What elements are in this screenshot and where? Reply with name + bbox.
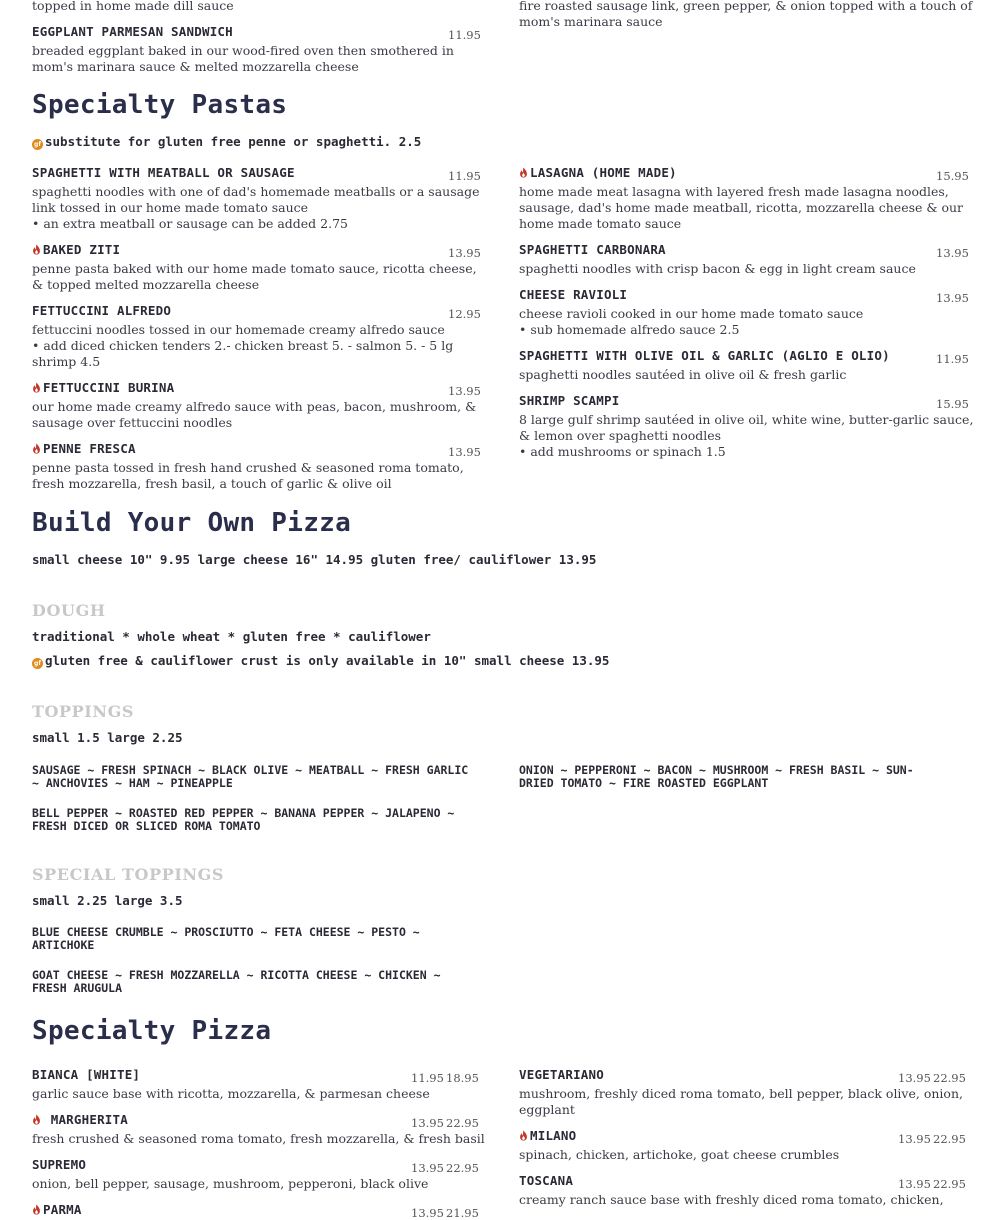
- special-toppings-list: GOAT CHEESE ~ FRESH MOZZARELLA ~ RICOTTA CHEESE ~ CHICKEN ~ FRESH ARUGULA: [32, 968, 441, 995]
- dough-heading: DOUGH: [32, 601, 106, 620]
- menu-item-price-small: 13.95: [898, 1071, 931, 1085]
- section-title-specialty-pizza: Specialty Pizza: [32, 1016, 272, 1046]
- fire-icon: [519, 1129, 528, 1140]
- menu-item-name-text: SHRIMP SCAMPI: [519, 393, 620, 408]
- cut-off-description: topped in home made dill sauce: [32, 0, 234, 13]
- menu-item-name: [32, 1202, 82, 1217]
- menu-item-name-text: CHEESE RAVIOLI: [519, 287, 628, 302]
- menu-item-name: [519, 348, 890, 363]
- menu-item-name: [32, 380, 174, 395]
- menu-item-description: home made tomato sauce: [519, 216, 682, 231]
- menu-item-description: home made meat lasagna with layered fresh made lasagna noodles,: [519, 184, 949, 199]
- menu-item-name: EGGPLANT PARMESAN SANDWICH: [32, 24, 233, 39]
- gluten-free-icon: gf: [32, 139, 43, 150]
- menu-item-name: [32, 242, 120, 257]
- menu-item-name-text: SPAGHETTI CARBONARA: [519, 242, 666, 257]
- menu-item-name: [519, 242, 666, 257]
- toppings-heading: TOPPINGS: [32, 702, 135, 721]
- menu-item-description: creamy ranch sauce base with freshly diced roma tomato, chicken,: [519, 1192, 944, 1207]
- menu-item-name: [519, 165, 677, 180]
- menu-item-name-text: PARMA: [43, 1202, 82, 1217]
- menu-item-price: 13.95: [936, 291, 969, 305]
- menu-item-description: spaghetti noodles sautéed in olive oil & fresh garlic: [519, 367, 847, 382]
- menu-item-name: [32, 165, 295, 180]
- special-toppings-heading: SPECIAL TOPPINGS: [32, 865, 225, 884]
- menu-item-price-large: 22.95: [446, 1161, 479, 1175]
- menu-item-price: 13.95: [936, 246, 969, 260]
- special-toppings-price: small 2.25 large 3.5: [32, 893, 183, 908]
- menu-item-name-text: FETTUCCINI ALFREDO: [32, 303, 172, 318]
- menu-item-description: penne pasta tossed in fresh hand crushed & seasoned roma tomato,: [32, 460, 464, 475]
- menu-item-description: spaghetti noodles with one of dad's homemade meatballs or a sausage: [32, 184, 480, 199]
- menu-item-description: shrimp 4.5: [32, 354, 101, 369]
- menu-item-description: sausage over fettuccini noodles: [32, 415, 233, 430]
- menu-item-description: • an extra meatball or sausage can be added 2.75: [32, 216, 348, 231]
- menu-item-name: [32, 1157, 86, 1172]
- menu-item-price-small: 13.95: [898, 1132, 931, 1146]
- menu-item-price-small: 13.95: [411, 1161, 444, 1175]
- menu-item-description: fettuccini noodles tossed in our homemade creamy alfredo sauce: [32, 322, 445, 337]
- menu-item-description: cheese ravioli cooked in our home made tomato sauce: [519, 306, 864, 321]
- special-toppings-list: BLUE CHEESE CRUMBLE ~ PROSCIUTTO ~ FETA CHEESE ~ PESTO ~ ARTICHOKE: [32, 925, 420, 952]
- toppings-price: small 1.5 large 2.25: [32, 730, 183, 745]
- menu-item-price-small: 13.95: [411, 1206, 444, 1220]
- menu-item-name-text: SPAGHETTI WITH MEATBALL OR SAUSAGE: [32, 165, 295, 180]
- toppings-list: BELL PEPPER ~ ROASTED RED PEPPER ~ BANANA PEPPER ~ JALAPENO ~ FRESH DICED OR SLICED ROMA TOMATO: [32, 806, 455, 833]
- menu-item-description: 8 large gulf shrimp sautéed in olive oil, white wine, butter-garlic sauce,: [519, 412, 974, 427]
- menu-item-price: 13.95: [448, 384, 481, 398]
- menu-item-name: [32, 303, 171, 318]
- menu-item-price: 13.95: [448, 445, 481, 459]
- toppings-list: ONION ~ PEPPERONI ~ BACON ~ MUSHROOM ~ FRESH BASIL ~ SUN-DRIED TOMATO ~ FIRE ROASTED EGGPLANT: [519, 763, 914, 790]
- menu-item-name: [519, 1128, 576, 1143]
- section-title-build-your-own-pizza: Build Your Own Pizza: [32, 508, 352, 538]
- menu-item-name: [32, 1112, 128, 1127]
- menu-item-price: 11.95: [448, 169, 481, 183]
- menu-item-description: & topped melted mozzarella cheese: [32, 277, 260, 292]
- menu-item-description: • add diced chicken tenders 2.- chicken breast 5. - salmon 5. - 5 lg: [32, 338, 454, 353]
- pizza-sizes: small cheese 10" 9.95 large cheese 16" 14.95 gluten free/ cauliflower 13.95: [32, 552, 597, 567]
- menu-item-price-small: 13.95: [898, 1177, 931, 1191]
- menu-item-name-text: MILANO: [530, 1128, 577, 1143]
- menu-item-price: 13.95: [448, 246, 481, 260]
- dough-options: traditional * whole wheat * gluten free * cauliflower: [32, 629, 431, 644]
- gluten-free-note-text: substitute for gluten free penne or spaghetti. 2.5: [45, 134, 422, 149]
- menu-item-price-large: 22.95: [933, 1177, 966, 1191]
- menu-item-name: [519, 1067, 604, 1082]
- menu-item-name-text: LASAGNA (HOME MADE): [530, 165, 677, 180]
- menu-item-price: 15.95: [936, 397, 969, 411]
- menu-item-price-large: 22.95: [933, 1071, 966, 1085]
- menu-item-name: [32, 1067, 140, 1082]
- menu-item-price: 11.95: [936, 352, 969, 366]
- menu-item-name: [519, 287, 627, 302]
- menu-item-name-text: TOSCANA: [519, 1173, 574, 1188]
- cut-off-description-right-1: fire roasted sausage link, green pepper, & onion topped with a touch of: [519, 0, 973, 13]
- fire-icon: [32, 442, 41, 453]
- menu-item-description: spaghetti noodles with crisp bacon & egg in light cream sauce: [519, 261, 916, 276]
- menu-item-name-text: PENNE FRESCA: [43, 441, 136, 456]
- menu-item-name-text: FETTUCCINI BURINA: [43, 380, 175, 395]
- gluten-free-icon: gf: [32, 658, 43, 669]
- menu-item-description: & lemon over spaghetti noodles: [519, 428, 722, 443]
- menu-item-name-text: VEGETARIANO: [519, 1067, 604, 1082]
- menu-item-description: • add mushrooms or spinach 1.5: [519, 444, 726, 459]
- menu-item-description: sausage, dad's home made meatball, ricotta, mozzarella cheese & our: [519, 200, 964, 215]
- menu-item-description: fresh crushed & seasoned roma tomato, fresh mozzarella, & fresh basil: [32, 1131, 485, 1146]
- menu-item-name: [519, 1173, 573, 1188]
- cut-off-description-right-2: mom's marinara sauce: [519, 14, 663, 29]
- fire-icon: [32, 1203, 41, 1214]
- menu-item-name: [32, 441, 136, 456]
- menu-item-description: garlic sauce base with ricotta, mozzarella, & parmesan cheese: [32, 1086, 430, 1101]
- menu-item-price-large: 18.95: [446, 1071, 479, 1085]
- menu-item-price-small: 11.95: [411, 1071, 444, 1085]
- fire-icon: [32, 381, 41, 392]
- menu-item-description: breaded eggplant baked in our wood-fired oven then smothered in: [32, 43, 454, 58]
- menu-item-description: our home made creamy alfredo sauce with peas, bacon, mushroom, &: [32, 399, 477, 414]
- menu-item-name: [519, 393, 619, 408]
- menu-item-price: 15.95: [936, 169, 969, 183]
- menu-item-price-large: 22.95: [446, 1116, 479, 1130]
- menu-item-description: spinach, chicken, artichoke, goat cheese crumbles: [519, 1147, 840, 1162]
- menu-item-price-large: 21.95: [446, 1206, 479, 1220]
- menu-item-price: 12.95: [448, 307, 481, 321]
- toppings-list: SAUSAGE ~ FRESH SPINACH ~ BLACK OLIVE ~ MEATBALL ~ FRESH GARLIC ~ ANCHOVIES ~ HAM ~ PINEAPPLE: [32, 763, 469, 790]
- fire-icon: [32, 1113, 41, 1124]
- menu-item-description: eggplant: [519, 1102, 575, 1117]
- menu-item-name-text: MARGHERITA: [43, 1112, 128, 1127]
- menu-item-name-text: BIANCA [WHITE]: [32, 1067, 141, 1082]
- menu-item-name-text: BAKED ZITI: [43, 242, 121, 257]
- menu-item-price-large: 22.95: [933, 1132, 966, 1146]
- menu-item-description: link tossed in our home made tomato sauce: [32, 200, 309, 215]
- fire-icon: [32, 243, 41, 254]
- menu-item-description: penne pasta baked with our home made tomato sauce, ricotta cheese,: [32, 261, 477, 276]
- gluten-free-note: [32, 134, 421, 150]
- menu-item-name-text: SUPREMO: [32, 1157, 87, 1172]
- section-title-specialty-pastas: Specialty Pastas: [32, 90, 288, 120]
- dough-note-text: gluten free & cauliflower crust is only available in 10" small cheese 13.95: [45, 653, 610, 668]
- menu-item-name-text: SPAGHETTI WITH OLIVE OIL & GARLIC (AGLIO E OLIO): [519, 348, 890, 363]
- menu-item-description: • sub homemade alfredo sauce 2.5: [519, 322, 740, 337]
- menu-item-description: fresh mozzarella, fresh basil, a touch of garlic & olive oil: [32, 476, 392, 491]
- fire-icon: [519, 166, 528, 177]
- menu-item-description: onion, bell pepper, sausage, mushroom, pepperoni, black olive: [32, 1176, 429, 1191]
- menu-item-description: mushroom, freshly diced roma tomato, bell pepper, black olive, onion,: [519, 1086, 963, 1101]
- dough-note: [32, 653, 609, 669]
- menu-item-price-small: 13.95: [411, 1116, 444, 1130]
- menu-item-price: 11.95: [448, 28, 481, 42]
- menu-item-description: mom's marinara sauce & melted mozzarella cheese: [32, 59, 359, 74]
